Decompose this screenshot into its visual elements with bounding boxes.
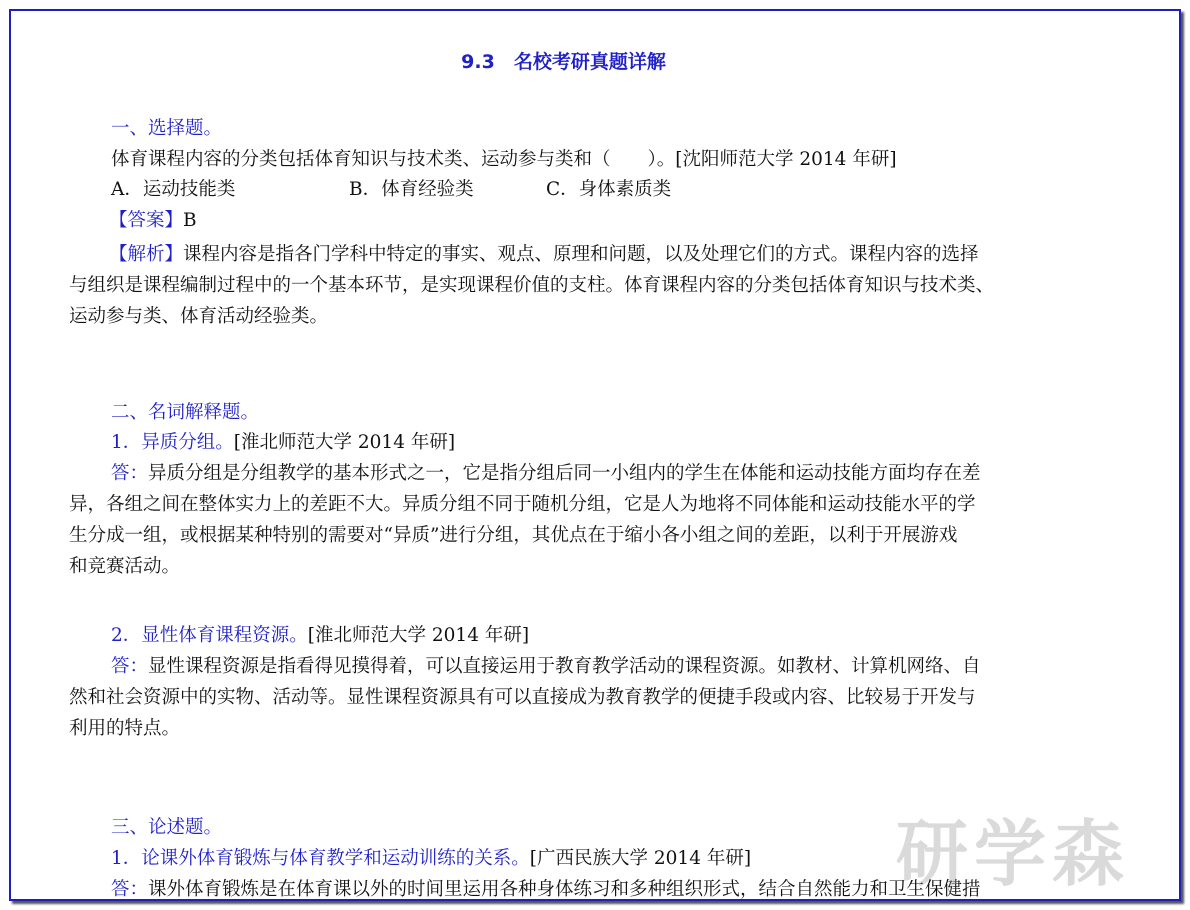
answer-line [109, 205, 197, 236]
term-1-answer-text-1: 异质分组是分组教学的基本形式之一，它是指分组后同一小组内的学生在体能和运动技能方面均存在差 [148, 463, 981, 484]
section-heading-essay: 三、论述题。 [111, 817, 223, 838]
option-c: C．身体素质类 [546, 179, 672, 200]
answer-value: B [183, 210, 197, 231]
term-line-1 [111, 427, 455, 458]
term-1-answer-line-2: 异，各组之间在整体实力上的差距不大。异质分组不同于随机分组，它是人为地将不同体能和运动技能水平的学 [69, 494, 976, 515]
analysis-line-2: 与组织是课程编制过程中的一个基本环节，是实现课程价值的支柱。体育课程内容的分类包括体育知识与技术类、 [69, 275, 995, 296]
question-line [111, 144, 897, 175]
term-line-2 [111, 620, 529, 651]
analysis-text-1: 课程内容是指各门学科中特定的事实、观点、原理和问题，以及处理它们的方式。课程内容的选择 [183, 244, 979, 265]
analysis-line-3: 运动参与类、体育活动经验类。 [69, 306, 329, 327]
term-2: 2．显性体育课程资源。 [111, 625, 308, 646]
term-1: 1．异质分组。 [111, 432, 234, 453]
analysis-label: 【解析】 [109, 244, 184, 265]
term-1-answer-line-3: 生分成一组，或根据某种特别的需要对“异质”进行分组，其优点在于缩小各小组之间的差距，以利于开展游戏 [69, 525, 958, 546]
term-1-answer-line-1 [111, 458, 981, 489]
answer-label: 【答案】 [109, 210, 184, 231]
term-2-answer-line-3: 利用的特点。 [69, 718, 181, 739]
term-1-answer-label: 答： [111, 463, 149, 484]
essay-1-answer-text-1: 课外体育锻炼是在体育课以外的时间里运用各种身体练习和多种组织形式，结合自然能力和卫生保健措 [148, 879, 981, 900]
term-2-source: [淮北师范大学 2014 年研] [307, 625, 530, 646]
section-heading-terms: 二、名词解释题。 [111, 402, 260, 423]
page-title: 9.3 名校考研真题详解 [461, 51, 666, 73]
essay-line-1 [111, 843, 751, 874]
term-2-answer-label: 答： [111, 656, 149, 677]
essay-1-answer-line-1 [111, 874, 981, 901]
options-line [111, 174, 671, 205]
term-1-answer-line-4: 和竞赛活动。 [69, 556, 181, 577]
option-a: A．运动技能类 [111, 179, 236, 200]
section-heading-choice: 一、选择题。 [111, 118, 223, 139]
essay-1-answer-label: 答： [111, 879, 149, 900]
option-b: B．体育经验类 [349, 179, 474, 200]
question-text: 体育课程内容的分类包括体育知识与技术类、运动参与类和（ ）。 [111, 149, 676, 170]
question-source: [沈阳师范大学 2014 年研] [675, 149, 897, 170]
term-2-answer-text-1: 显性课程资源是指看得见摸得着，可以直接运用于教育教学活动的课程资源。如教材、计算机网络、自 [148, 656, 981, 677]
term-1-source: [淮北师范大学 2014 年研] [233, 432, 456, 453]
analysis-line-1 [109, 239, 979, 270]
term-2-answer-line-1 [111, 651, 981, 682]
essay-1-source: [广西民族大学 2014 年研] [529, 848, 752, 869]
term-2-answer-line-2: 然和社会资源中的实物、活动等。显性课程资源具有可以直接成为教育教学的便捷手段或内容、比较易于开发与 [69, 687, 976, 708]
document-page [9, 9, 1181, 901]
watermark: 研学森 [896, 812, 1131, 896]
essay-1: 1．论课外体育锻炼与体育教学和运动训练的关系。 [111, 848, 530, 869]
